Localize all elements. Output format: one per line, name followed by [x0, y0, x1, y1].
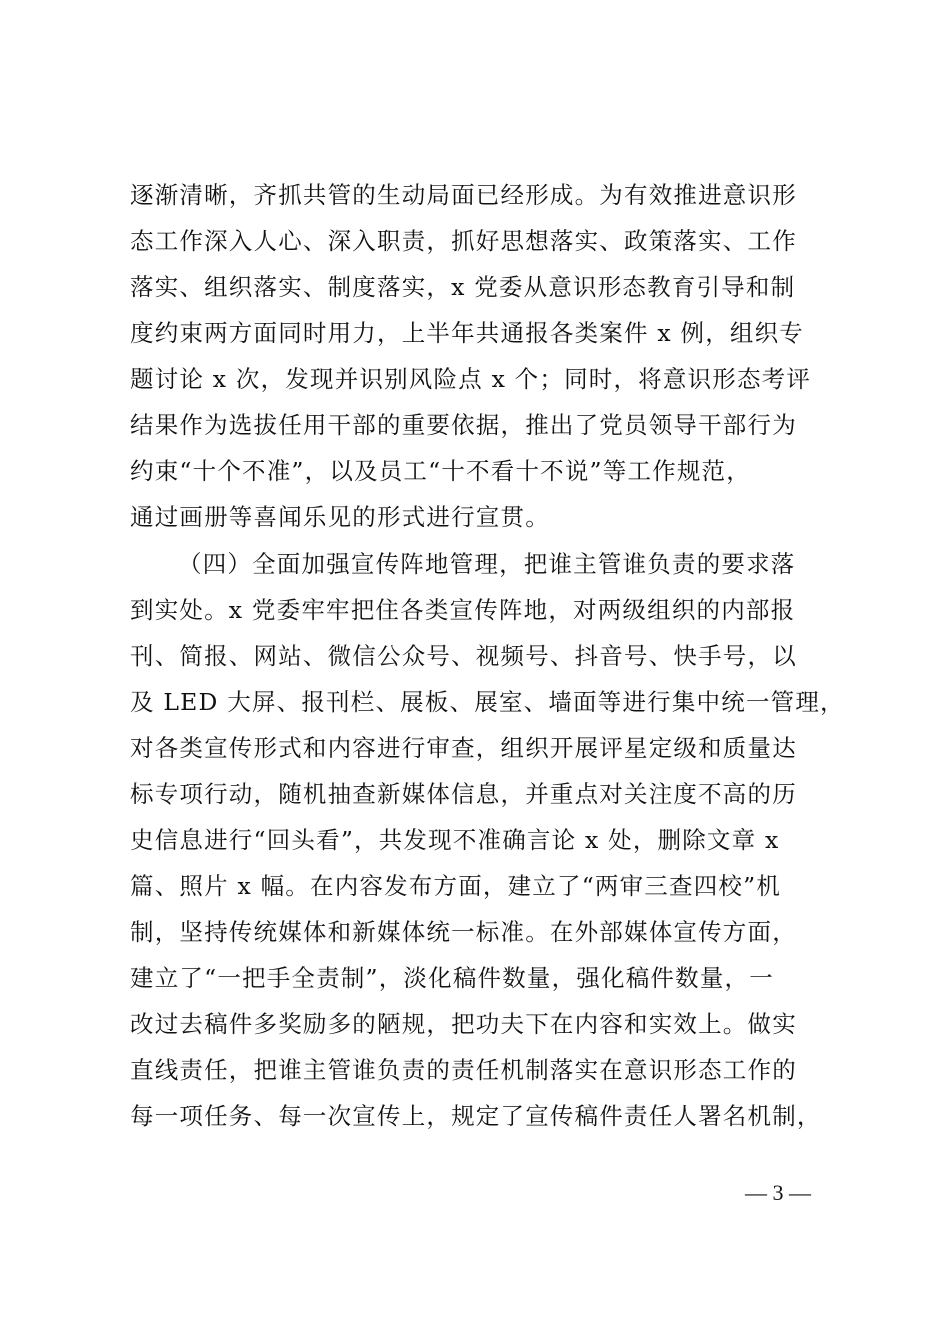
paragraph-line: 标专项行动，随机抽查新媒体信息，并重点对关注度不高的历 [130, 780, 797, 808]
paragraph-line: 刊、简报、网站、微信公众号、视频号、抖音号、快手号，以 [130, 642, 797, 670]
paragraph-line: 度约束两方面同时用力，上半年共通报各类案件 x 例，组织专 [130, 319, 804, 347]
paragraph-line: 题讨论 x 次，发现并识别风险点 x 个；同时，将意识形态考评 [130, 365, 812, 393]
paragraph-line: 每一项任务、每一次宣传上，规定了宣传稿件责任人署名机制， [130, 1102, 822, 1130]
paragraph-line: 史信息进行“回头看”，共发现不准确言论 x 处，删除文章 x [130, 826, 780, 854]
paragraph-line: 态工作深入人心、深入职责，抓好思想落实、政策落实、工作 [130, 227, 797, 255]
paragraph-line: 直线责任，把谁主管谁负责的责任机制落实在意识形态工作的 [130, 1056, 797, 1084]
paragraph-line: 结果作为选拔任用干部的重要依据，推出了党员领导干部行为 [130, 411, 797, 439]
paragraph-line: 篇、照片 x 幅。在内容发布方面，建立了“两审三查四校”机 [130, 872, 782, 900]
paragraph-line: 约束“十个不准”，以及员工“十不看十不说”等工作规范， [130, 457, 751, 485]
paragraph-line: 制，坚持传统媒体和新媒体统一标准。在外部媒体宣传方面， [130, 918, 797, 946]
paragraph-line: 通过画册等喜闻乐见的形式进行宣贯。 [130, 503, 550, 531]
paragraph-line: 落实、组织落实、制度落实，x 党委从意识形态教育引导和制 [130, 273, 796, 301]
paragraph-line: 逐渐清晰，齐抓共管的生动局面已经形成。为有效推进意识形 [130, 181, 797, 209]
section-heading-line: （四）全面加强宣传阵地管理，把谁主管谁负责的要求落 [178, 550, 796, 578]
paragraph-line: 及 LED 大屏、报刊栏、展板、展室、墙面等进行集中统一管理， [130, 688, 845, 716]
paragraph-line: 改过去稿件多奖励多的陋规，把功夫下在内容和实效上。做实 [130, 1010, 797, 1038]
paragraph-line: 建立了“一把手全责制”，淡化稿件数量，强化稿件数量，一 [130, 964, 774, 992]
paragraph-line: 到实处。x 党委牢牢把住各类宣传阵地，对两级组织的内部报 [130, 596, 796, 624]
page-number: — 3 — [745, 1180, 811, 1205]
paragraph-line: 对各类宣传形式和内容进行审查，组织开展评星定级和质量达 [130, 734, 797, 762]
